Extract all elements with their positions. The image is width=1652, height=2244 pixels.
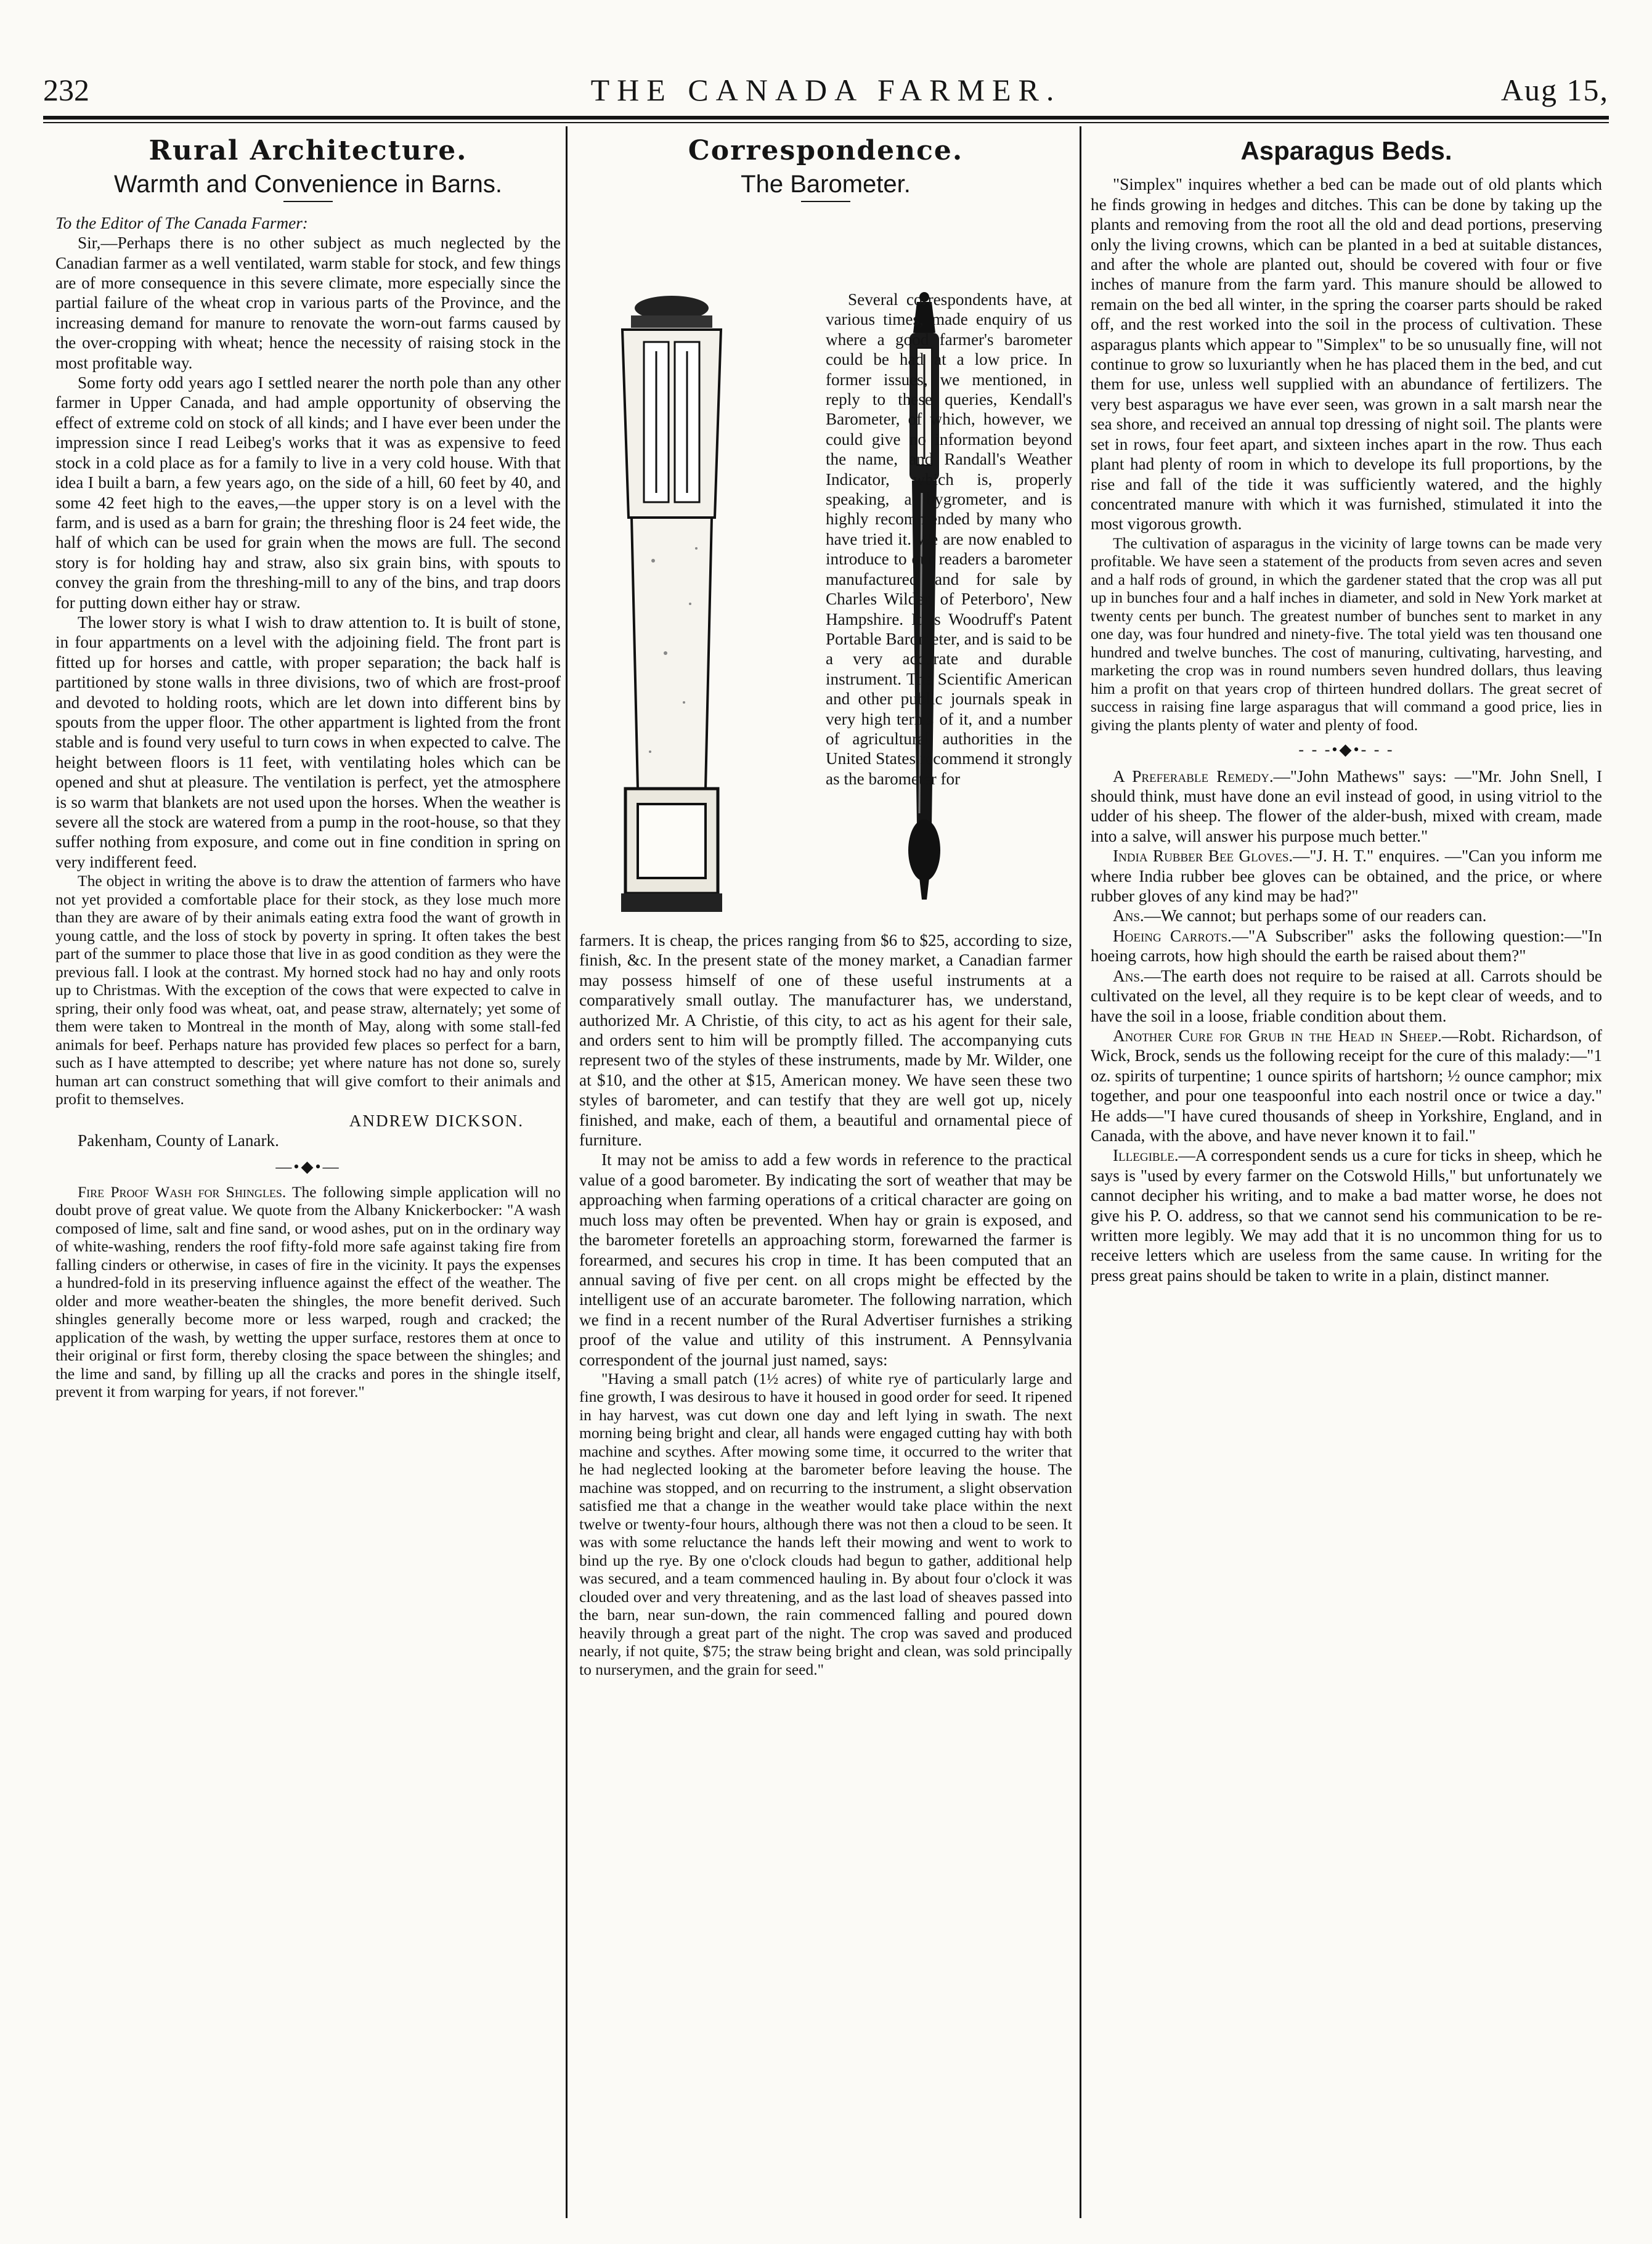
item-text: A correspondent sends us a cure for ticks in sheep, which he says is "used by every farmer on the Cotswold Hills," but unfortunately we cannot decipher his writing, and to make a bad matter worse, he does not give his P. O. address, so that we cannot send his communication to be re-written more legibly. We may add that it is no uncommon thing for us to receive letters which are useless from the same cause. In writing for the press great pains should be taken to write in a plain, distinct manner. [1091,1146,1602,1285]
author-location: Pakenham, County of Lanark. [78,1131,279,1150]
article-title: The Barometer. [741,171,911,198]
title-rule [801,201,850,202]
department-heading: Asparagus Beds. [1240,136,1452,165]
item-text: "John Mathews" says: —"Mr. John Snell, I should think, must have done an evil instead of good, in using vitriol to the udder of his sheep. The flower of the alder-bush, mixed with cream, made into a salve, will answer his purpose much better." [1091,766,1602,845]
article-paragraph: The lower story is what I wish to draw attention to. It is built of stone, in four appartments on a level with the adjoining field. The front part is fitted up for horses and cattle, with proper separation; the back half is partitioned by stone walls in three divisions, two of which are frost-proof and devoted to holding roots, which are let down into different bins by spouts from the upper floor. The other appartment is lighted from the front stable and is found very useful to turn cows in when expected to calve. The height between floors is 11 feet, with ventilating holes which can be opened and shut at pleasure. The ventilation is perfect, yet the atmosphere is so warm that blankets are not used upon the horses. When the weather is severe all the stock are watered from a pump in the root-house, so that they suffer nothing from exposure, and come out in fine condition in spring on very indifferent feed. [55,612,561,871]
article-paragraph: The cultivation of asparagus in the vicinity of large towns can be made very profitable. We have seen a statement of the products from seven acres and seven and a half rods of ground, in which the gardener stated that the crop was all put up in bunches four and a half inches in diameter, and sold in New York market at twenty cents per bunch. The greatest number of bunches sent to market in any one day, was four hundred and ninety-five. The total yield was ten thousand one hundred and twelve bunches. The cost of manuring, cultivating, harvesting, and marketing the crop was in round numbers seven hundred dollars, thus leaving him a profit on that years crop of thirteen hundred dollars. The great secret of success in raising fine large asparagus that will command a good price, lies in giving the plants plenty of water and plenty of food. [1091,534,1602,734]
item-heading: India Rubber Bee Gloves.— [1113,847,1310,866]
item-text: "A Subscriber" asks the following question:—"In hoeing carrots, how high should the earth be raised about them?" [1091,926,1602,965]
section-divider: - - -•◆•- - - [1298,741,1394,759]
case-barometer [621,296,722,912]
department-heading: Rural Architecture. [149,135,468,166]
page-number: 232 [43,73,89,107]
newspaper-title: THE CANADA FARMER. [590,73,1062,107]
item-heading: Ans.— [1113,906,1161,925]
column-divider [566,126,568,2218]
item-text: The following simple application will no doubt prove of great value. We quote from the Albany Knickerbocker: "A wash composed of lime, salt and fine sand, or wood ashes, put on in the ordinary way of white-washing, renders the roof fifty-fold more safe against taking fire from falling cinders or otherwise, in cases of fire in the vicinity. It pays the expenses a hundred-fold in its preserving influence against the effect of the weather. The older and more weather-beaten the shingles, the more benefit derived. Such shingles generally become more or less warped, rough and cracked; the application of the wash, by wetting the upper surface, restores them at once to their original or first form, thereby closing the space between the shingles; and the lime and sand, by filling up all the cracks and pores in the shingle itself, prevent it from warping for years, if not forever." [55,1182,561,1401]
article-paragraph: Some forty odd years ago I settled nearer the north pole than any other farmer in Upper Canada, and had ample opportunity of observing the effect of extreme cold on stock of all kinds; and I have ever been under the impression since I read Leibeg's works that it was as expensive to feed stock in a cold place as for a family to live in a very cold house. With that idea I built a barn, a few years ago, on the side of a hill, 60 feet by 40, and some 42 feet high to the eaves,—the upper story is on a level with the farm, and is used as a barn for grain; the threshing floor is 24 feet wide, the half of which can be used for grain when the mows are full. The second story is for holding hay and straw, also six grain bins, with spouts to convey the grain from the threshing-mill to any of the bins, and trap doors for putting down either hay or straw. [55,373,561,612]
article-paragraph: The object in writing the above is to draw the attention of farmers who have not yet provided a comfortable place for their stock, as they lose much more than they are aware of by their animals eating extra food the want of growth in young cattle, and the loss of stock by poverty in spring. It often takes the best part of the summer to place those that live in as good condition as they were the previous fall. I look at the contrast. My horned stock had no hay and only roots up to Christmas. With the exception of the cows that were expected to calve in spring, their only food was wheat, oat, and pease straw, alternately; yet some of them were taken to Montreal in the month of May, along with some stall-fed animals for beef. Perhaps nature has provided few places so perfect for a barn, such as I have attempted to describe; yet where nature has not done so, surely human art can construct something that will give comfort to their animals and profit to themselves. [55,872,561,1108]
item-text: Robt. Richardson, of Wick, Brock, sends us the following receipt for the cure of this malady:—"1 oz. spirits of turpentine; 1 ounce spirits of hartshorn; ½ ounce camphor; mix together, and pour one teaspoonful into each nostril once or twice a day." He adds—"I have cured thousands of sheep in Yorkshire, England, and in Canada, with the above, and have never known it to fail." [1091,1026,1602,1145]
article-title: Warmth and Convenience in Barns. [114,171,502,198]
column-asparagus [1091,132,1602,1285]
masthead-rule [43,116,1609,120]
column-rural-architecture [55,132,561,1401]
article-paragraph: Several correspondents have, at various times, made enquiry of us where a good farmer's barometer could be had at a low price. In former issues, we mentioned, in reply to these queries, Kendall's Barometer, of which, however, we could give no information beyond the name, and Randall's Weather Indicator, which is, properly speaking, a hygrometer, and is highly recommended by many who have tried it. We are now enabled to introduce to our readers a barometer manufactured and for sale by Charles Wilder, of Peterboro', New Hampshire. It is Woodruff's Patent Portable Barometer, and is said to be a very accurate and durable instrument. The Scientific American and other public journals speak in very high terms of it, and a number of agricultural authorities in the United States recommend it strongly as the barometer for [826,290,1072,788]
department-heading: Correspondence. [688,135,964,166]
article-paragraph: farmers. It is cheap, the prices ranging from $6 to $25, according to size, finish, &c. In the present state of the money market, a Canadian farmer may possess himself of one of these useful instruments at a comparatively small outlay. The manufacturer has, we understand, authorized Mr. A Christie, of this city, to act as his agent for their sale, and orders sent to him will be promptly filled. The accompanying cuts represent two of the styles of these instruments, made by Mr. Wilder, one at $10, and the other at $15, American money. We have seen these two styles of barometer, and can testify that they are well got up, nicely finished, and make, each of them, a beautiful and ornamental piece of furniture. [579,931,1072,1150]
issue-date: Aug 15, [1500,73,1609,107]
article-paragraph: "Simplex" inquires whether a bed can be made out of old plants which he finds growing in hedges and ditches. This can be done by taking up the plants and removing from the root all the old and dead portions, preserving only the living crowns, which can be planted in a bed at suitable distances, and after the whole are planted out, should be covered with four or five inches of manure from the farm yard. This manure should be allowed to remain on the bed all winter, in the spring the coarser parts should be raked off, and the rest worked into the soil in the process of cultivation. These asparagus plants which appear to "Simplex" to be so unusually fine, will not continue to grow so luxuriantly when he has placed them in the bed, and cut them for use, unless well supplied with an abundance of fertilizers. The very best asparagus we have ever seen, was grown in a salt marsh near the sea shore, and received an annual top dressing of night soil. The plants were set in rows, four feet apart, and sixteen inches apart in the row. Thus each plant had plenty of room in which to develope its full proportions, by the rise and fall of the tide it was sufficiently watered, and the highly concentrated manure with which it was furnished, stimulated it into the most vigorous growth. [1091,175,1602,534]
barometer-article-intro [826,290,1072,789]
item-heading: Illegible.— [1113,1146,1195,1165]
item-heading: Fire Proof Wash for Shingles. [78,1182,287,1201]
article-paragraph: "Having a small patch (1½ acres) of white rye of particularly large and fine growth, I was desirous to have it housed in good order for seed. It ripened in hay harvest, was cut down one day and left lying in swath. The next morning being bright and clear, all hands were engaged cutting hay with both machine and scythes. After mowing some time, it occurred to the writer that he had neglected looking at the barometer before leaving the house. The machine was stopped, and on recurring to the instrument, a slight observation satisfied me that a change in the weather would take place within the next twelve or twenty-four hours, although there was not then a cloud to be seen. It was with some reluctance the hands left their mowing and went to work to bind up the rye. By one o'clock clouds had begun to gather, additional help was secured, and a team commenced hauling in. By about four o'clock it was clouded over and very threatening, and as the last load of sheaves passed into the barn, near sun-down, the rain commenced falling and poured down heavily through a great part of the night. The crop was saved and produced nearly, if not quite, $75; the straw being bright and clean, was sold principally to nurserymen, and the grain for seed." [579,1369,1072,1678]
item-text: "J. H. T." enquires. —"Can you inform me where India rubber bee gloves can be obtained, and the price, or where rubber gloves of any kind may be had?" [1091,847,1602,906]
item-heading: Hoeing Carrots.— [1113,926,1249,945]
section-divider: —•◆•— [275,1157,341,1176]
article-paragraph: Sir,—Perhaps there is no other subject as much neglected by the Canadian farmer as a well ventilated, warm stable for stock, and few things are of more consequence in this severe climate, more especially since the partial failure of the wheat crop in various parts of the Province, and the increasing demand for manure to renovate the worn-out farms caused by the over-cropping with wheat; hence the necessity of raising stock in the most profitable way. [55,234,561,372]
author-signature: ANDREW DICKSON. [349,1111,524,1130]
item-heading: Ans.— [1113,966,1161,985]
column-correspondence [579,132,1072,213]
article-paragraph: It may not be amiss to add a few words in reference to the practical value of a good barometer. By indicating the sort of weather that may be approaching when farming operations of a critical character are going on much loss may often be prevented. When hay or grain is exposed, and the barometer foretells an approaching storm, forewarned the farmer is forearmed, and secures his crop in time. It has been computed that an annual saving of five per cent. on all crops might be effected by the intelligent use of an accurate barometer. The following narration, which we find in a recent number of the Rural Advertiser furnishes a striking proof of the value and utility of this instrument. A Pennsylvania correspondent of the journal just named, says: [579,1150,1072,1369]
salutation: To the Editor of The Canada Farmer: [55,213,308,232]
item-heading: Another Cure for Grub in the Head in Sheep.— [1113,1026,1459,1045]
item-text: The earth does not require to be raised at all. Carrots should be cultivated on the level, all they require is to be kept clear of weeds, and to have the soil in a loose, friable condition about them. [1091,966,1602,1025]
item-heading: A Preferable Remedy.— [1113,766,1290,786]
barometer-article-body [579,930,1072,1678]
item-text: We cannot; but perhaps some of our readers can. [1160,906,1487,925]
column-divider [1080,126,1081,2218]
title-rule [283,201,333,202]
masthead [43,68,1609,112]
masthead-rule-thin [43,122,1609,123]
